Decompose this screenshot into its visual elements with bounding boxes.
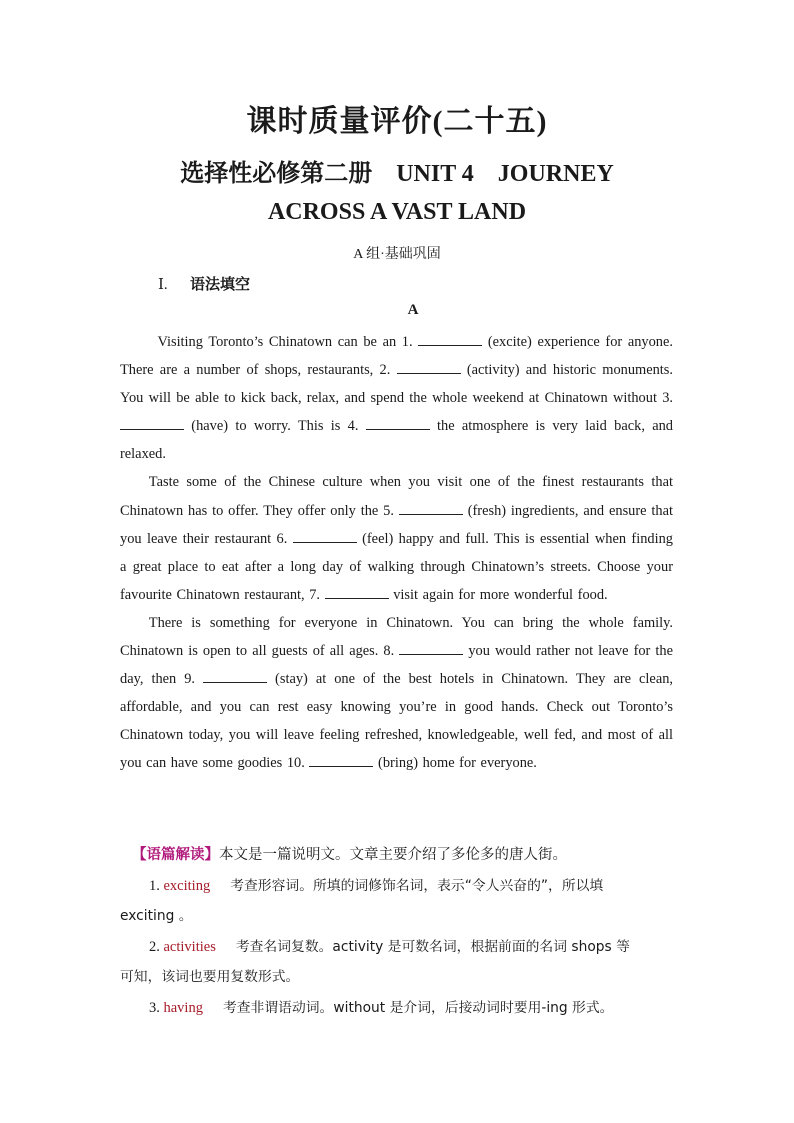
item-number: 3.: [149, 999, 160, 1016]
passage-text: There is something for everyone in Chinatown. You can bring the whole family. Chinatown is open to all guests of all ages. 8.: [120, 614, 673, 660]
answer-blank-3: [120, 417, 184, 430]
passage-text: (excite) experience for anyone. There are a number of shops, restaurants, 2.: [120, 334, 673, 379]
page-subtitle-line2: ACROSS A VAST LAND: [267, 199, 527, 225]
analysis-intro-line: [120, 840, 676, 871]
answer-text: activities: [163, 938, 216, 955]
answer-blank-4: [366, 417, 430, 430]
answer-note: 考查非谓语动词。without 是介词，后接动词时要用-ing 形式。: [222, 999, 614, 1016]
answer-blank-5: [399, 502, 463, 515]
answer-note: 考查形容词。所填的词修饰名词，表示“令人兴奋的”，所以填: [230, 877, 604, 894]
analysis-heading: 【语篇解读】: [132, 847, 219, 863]
page-subtitle-line1: 选择性必修第二册 UNIT 4 JOURNEY: [180, 161, 614, 187]
answer-note: 考查名词复数。activity 是可数名词，根据前面的名词 shops 等: [235, 938, 630, 955]
answer-blank-10: [309, 754, 373, 767]
passage-text: (bring) home for everyone.: [373, 755, 537, 772]
passage-paragraph-2: [120, 468, 673, 608]
answer-blank-2: [397, 361, 461, 374]
passage-text: (activity) and historic monuments. You will be able to kick back, relax, and spend the whole weekend at Chinatown without 3.: [120, 362, 673, 407]
passage-text: you would rather not leave for the day, then 9.: [120, 643, 673, 688]
passage-text: Taste some of the Chinese culture when you visit one of the finest restaurants that Chinatown has to offer. They offer only the 5.: [120, 474, 673, 519]
passage-text: the atmosphere is very laid back, and relaxed.: [120, 418, 674, 463]
group-label: A 组·基础巩固: [353, 247, 441, 262]
passage-paragraph-3: [120, 609, 673, 778]
answer-blank-8: [399, 642, 463, 655]
passage-paragraph-1: [120, 328, 673, 468]
analysis-item: [120, 993, 676, 1024]
passage-text: (stay) at one of the best hotels in Chinatown. They are clean, affordable, and you can rest easy knowing you’re in good hands. Check out Toronto’s Chinatown today, you will leave feeling refreshed, knowledgeable, well fed, and most of all you can have some goodies 10.: [120, 671, 673, 772]
page-title: 课时质量评价(二十五): [246, 105, 548, 138]
analysis-section: [120, 840, 676, 1023]
passage-text: (feel) happy and full. This is essential when finding a great place to eat after a long day of walking through Chinatown’s streets. Choose your favourite Chinatown restaurant, 7.: [120, 530, 673, 603]
passage-heading: A: [407, 302, 419, 318]
passage-text: Visiting Toronto’s Chinatown can be an 1.: [157, 334, 419, 350]
passage-body: [120, 328, 673, 778]
passage-text: (have) to worry. This is 4.: [184, 418, 366, 435]
answer-blank-6: [293, 530, 357, 543]
answer-text: exciting: [163, 877, 211, 894]
section-number: Ⅰ.: [158, 277, 168, 293]
answer-note-continued: 可知，该词也要用复数形式。: [120, 969, 300, 985]
answer-blank-1: [418, 333, 482, 346]
section-label: 语法填空: [190, 277, 251, 293]
answer-text: having: [163, 999, 203, 1016]
answer-blank-7: [325, 586, 389, 599]
analysis-item: [120, 932, 676, 963]
answer-blank-9: [203, 670, 267, 683]
passage-text: visit again for more wonderful food.: [388, 586, 608, 603]
item-number: 2.: [149, 938, 160, 955]
item-number: 1.: [149, 877, 160, 894]
passage-text: (fresh) ingredients, and ensure that you leave their restaurant 6.: [120, 502, 674, 547]
analysis-item: [120, 871, 676, 902]
analysis-intro: 本文是一篇说明文。文章主要介绍了多伦多的唐人街。: [219, 847, 567, 863]
answer-note-continued: exciting 。: [120, 908, 193, 924]
section-heading: [158, 273, 250, 294]
